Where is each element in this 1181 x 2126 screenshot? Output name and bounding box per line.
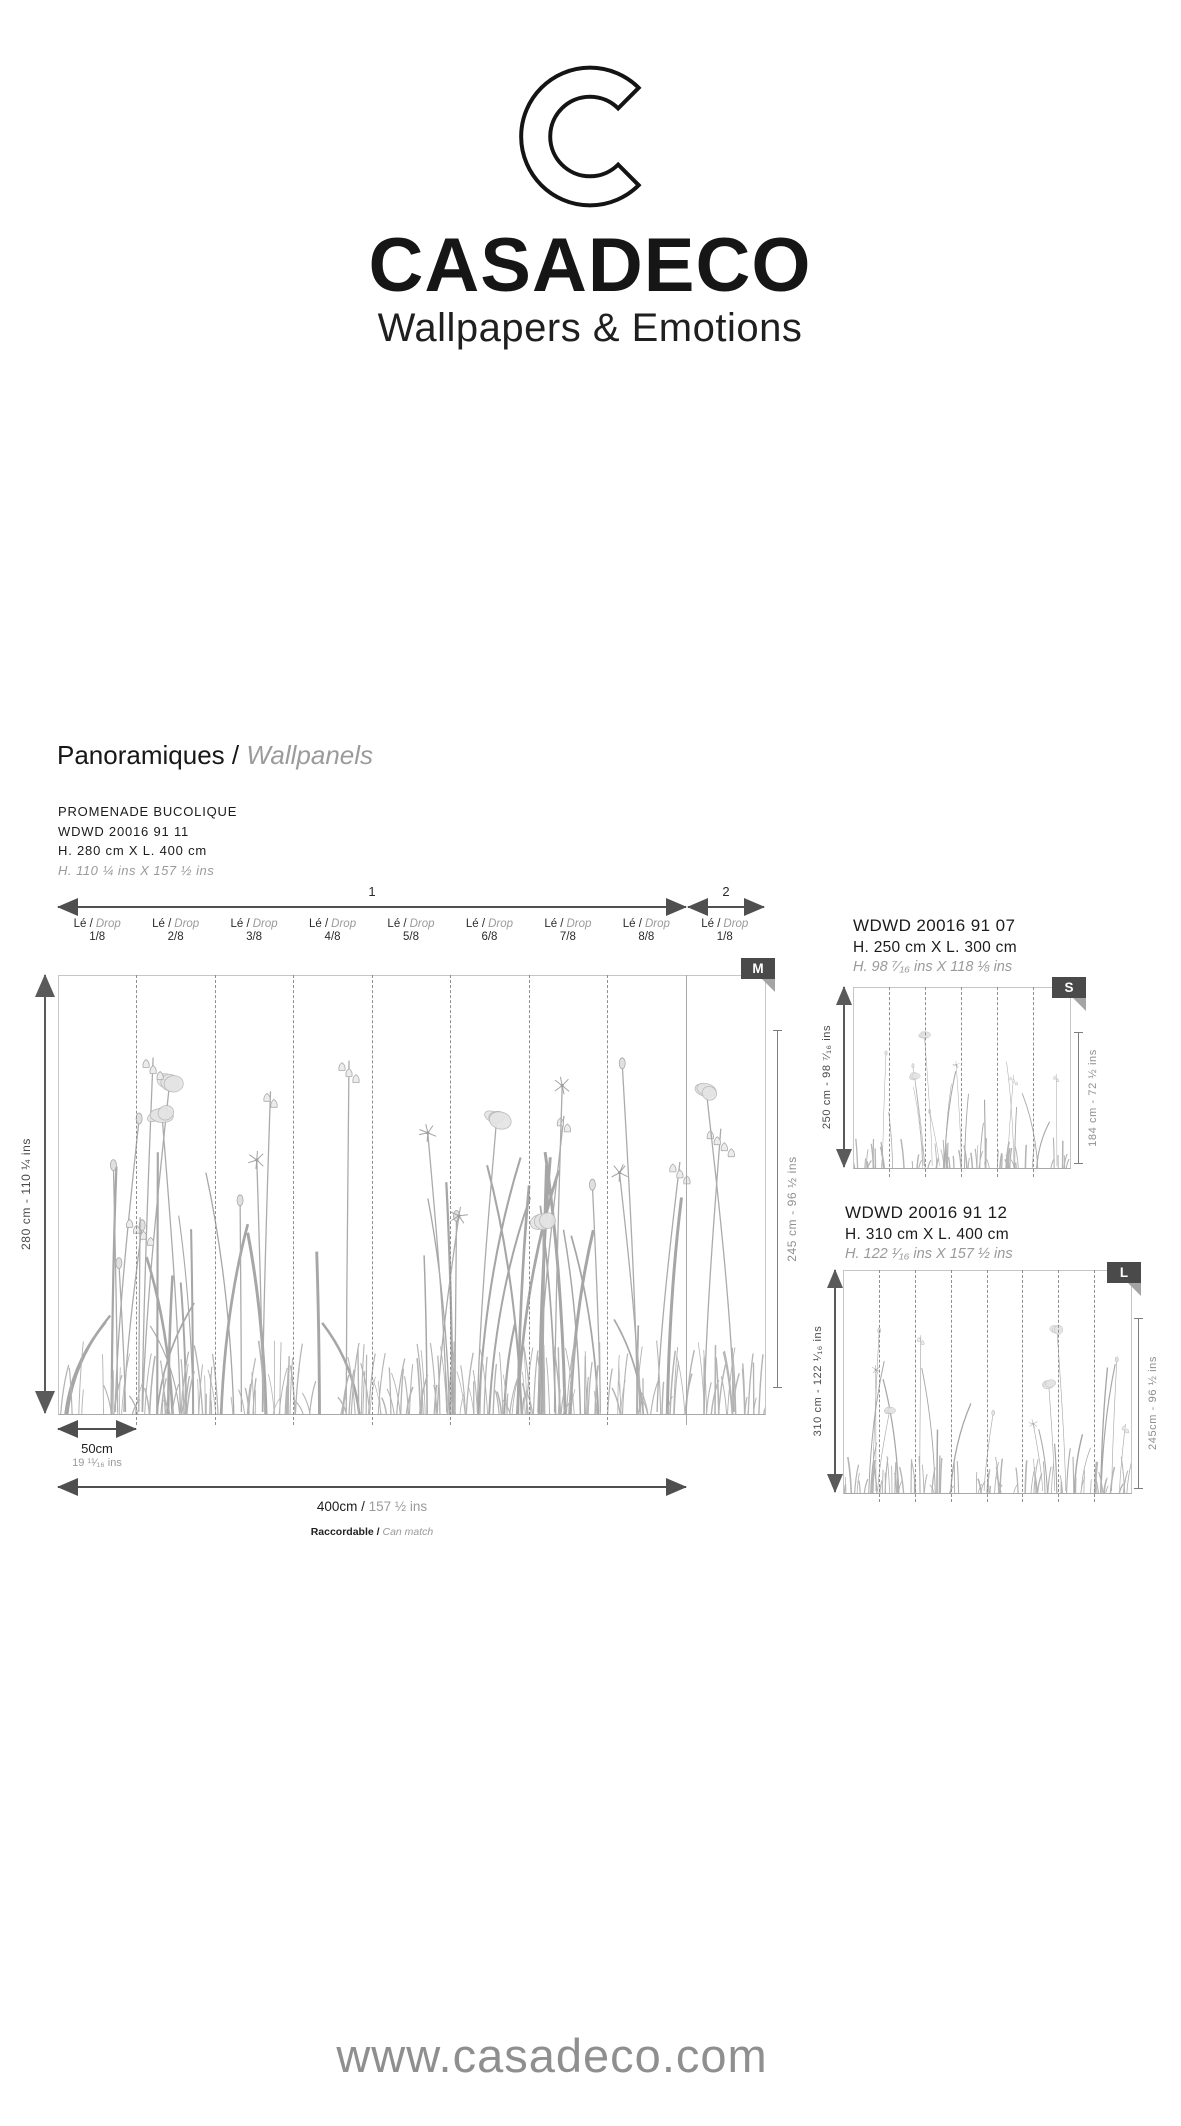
- website-url: www.casadeco.com: [336, 2029, 768, 2082]
- main-inner-height-dim: 245 cm - 96 ½ ins: [785, 1156, 799, 1262]
- drop-width-label: 50cm: [81, 1441, 113, 1456]
- drop-label: Lé / Drop 7/8: [544, 918, 592, 943]
- variant-l-size-cm: H. 310 cm X L. 400 cm: [845, 1226, 1009, 1243]
- match-note-en: Can match: [382, 1526, 434, 1538]
- casadeco-logo-icon: [508, 60, 672, 213]
- drop-label: Lé / Drop 6/8: [465, 918, 513, 943]
- product-ref: WDWD 20016 91 11: [58, 823, 190, 839]
- drop-label: Lé / Drop 1/8: [73, 918, 121, 943]
- variant-s-inner-line: [1078, 1032, 1079, 1164]
- wallpaper-artwork: [844, 1271, 1131, 1493]
- wallpaper-artwork: [59, 976, 765, 1414]
- brand-name: CASADECO: [368, 223, 812, 308]
- variant-l-ref: WDWD 20016 91 12: [845, 1203, 1008, 1222]
- variant-l-height-dim: 310 cm - 122 ¹⁄₁₆ ins: [812, 1325, 824, 1437]
- total-width-arrow: [58, 1486, 686, 1488]
- main-inner-height-line: [777, 1030, 778, 1388]
- section-title-fr: Panoramiques /: [57, 740, 240, 770]
- wallpanel-preview-m: [58, 975, 766, 1415]
- roll1-number: 1: [368, 884, 376, 899]
- roll2-width-arrow: [688, 906, 764, 908]
- size-badge-s: S: [1052, 977, 1086, 998]
- drop-width-arrow: [58, 1428, 136, 1430]
- match-note-fr: Raccordable /: [310, 1526, 380, 1538]
- variant-s-height-dim: 250 cm - 98 ⁷⁄₁₆ ins: [821, 1024, 833, 1130]
- drop-label: Lé / Drop 1/8: [701, 918, 749, 943]
- product-size-ins: H. 110 ¼ ins X 157 ½ ins: [58, 862, 215, 878]
- wallpanel-preview-s: [853, 987, 1071, 1169]
- wallpanel-preview-l: [843, 1270, 1132, 1494]
- drop-label: Lé / Drop 8/8: [622, 918, 670, 943]
- total-width-label: [58, 1499, 686, 1514]
- variant-l-inner-line: [1138, 1318, 1139, 1489]
- roll1-width-arrow: [58, 906, 686, 908]
- variant-s-info: [853, 916, 1017, 975]
- variant-l-height-arrow: [834, 1270, 836, 1492]
- variant-s-size-cm: H. 250 cm X L. 300 cm: [853, 939, 1017, 956]
- main-height-arrow: [44, 975, 46, 1413]
- variant-s-inner-dim: 184 cm - 72 ½ ins: [1087, 1049, 1099, 1147]
- product-name: PROMENADE BUCOLIQUE: [58, 804, 238, 819]
- main-height-dim: 280 cm - 110 ¼ ins: [19, 1138, 33, 1250]
- product-info: [58, 802, 237, 880]
- badge-fold-corner: [1073, 998, 1086, 1011]
- drop-width-ins: 19 ¹¹⁄₁₆ ins: [72, 1457, 122, 1469]
- product-size-cm: H. 280 cm X L. 400 cm: [58, 843, 208, 858]
- variant-l-size-ins: H. 122 ¹⁄₁₆ ins X 157 ½ ins: [845, 1246, 1013, 1262]
- drop-labels-row: [58, 918, 764, 948]
- total-width-ins: 157 ½ ins: [368, 1499, 428, 1514]
- match-note: [58, 1526, 686, 1538]
- badge-fold-corner: [762, 979, 775, 992]
- roll2-number: 2: [722, 884, 730, 899]
- drop-label: Lé / Drop 2/8: [152, 918, 200, 943]
- drop-label: Lé / Drop 4/8: [308, 918, 357, 943]
- variant-s-ref: WDWD 20016 91 07: [853, 916, 1016, 935]
- drop-label: Lé / Drop 5/8: [387, 918, 435, 943]
- section-title-en: Wallpanels: [246, 740, 374, 770]
- section-title: [57, 740, 373, 771]
- variant-s-height-arrow: [843, 987, 845, 1167]
- variant-l-inner-dim: 245cm - 96 ½ ins: [1147, 1356, 1159, 1450]
- drop-label: Lé / Drop 3/8: [230, 918, 278, 943]
- variant-l-info: [845, 1203, 1013, 1262]
- badge-fold-corner: [1128, 1283, 1141, 1296]
- size-badge-l: L: [1107, 1262, 1141, 1283]
- wallpaper-artwork: [854, 988, 1070, 1168]
- brand-tagline: Wallpapers & Emotions: [377, 306, 803, 350]
- size-badge-m: M: [741, 958, 775, 979]
- variant-s-size-ins: H. 98 ⁷⁄₁₆ ins X 118 ⅛ ins: [853, 959, 1013, 975]
- total-width-cm: 400cm /: [316, 1499, 365, 1514]
